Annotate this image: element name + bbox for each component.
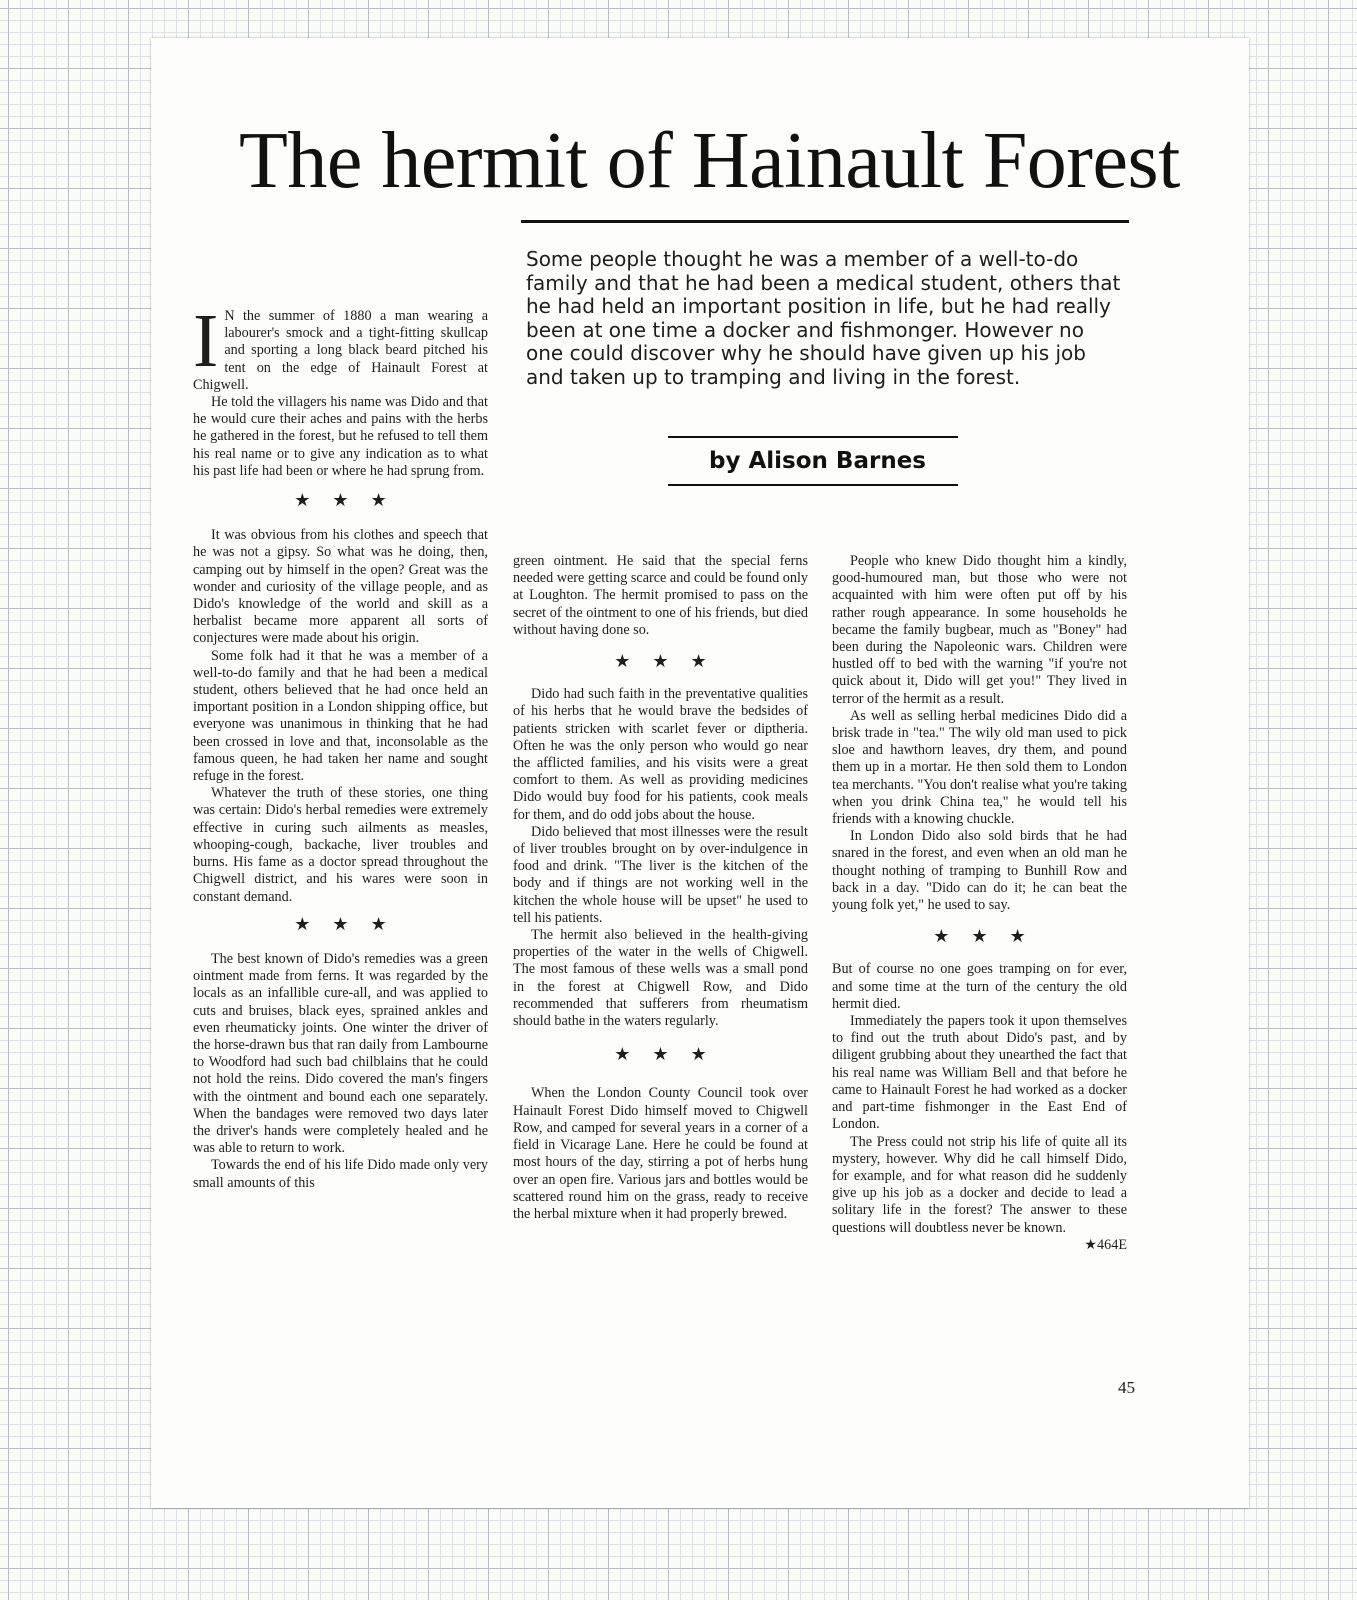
column-2 — [513, 553, 808, 1223]
paragraph: The Press could not strip his life of quite all its mystery, however. Why did he call himself Dido, for example, and for what reason did he suddenly give up his job as a docker and decide to lead a solitary life in the forest? The answer to these questions will doubtless never be known. — [832, 1133, 1127, 1236]
paragraph: When the London County Council took over Hainault Forest Dido himself moved to Chigwell Row, and camped for several years in a corner of a field in Vicarage Lane. Here he could be found at most hours of the day, stirring a pot of herbs hung over an open fire. Various jars and bottles would be scattered round him on the grass, ready to receive the herbal mixture when it had properly brewed. — [513, 1085, 808, 1222]
page-number: 45 — [1118, 1378, 1135, 1397]
intro-text: N the summer of 1880 a man wearing a labourer's smock and a tight-fitting skullcap and sporting a long black beard pitched his tent on the edge of Hainault Forest at Chigwell. — [193, 308, 488, 393]
column-3 — [832, 553, 1127, 1254]
paragraph: The best known of Dido's remedies was a green ointment made from ferns. It was regarded by the locals as an infallible cure-all, and was applied to cuts and bruises, black eyes, sprained ankles and even rheumaticky joints. One winter the driver of the horse-drawn bus that ran daily from Lambourne to Woodford had such bad chilblains that he could not hold the reins. Dido covered the man's fingers with the ointment and bound each one separately. When the bandages were removed two days later the driver's hands were completely healed and he was able to return to work. — [193, 950, 488, 1157]
section-break-stars: ★★★ — [294, 913, 409, 935]
section-break-stars: ★★★ — [614, 651, 729, 673]
paragraph: But of course no one goes tramping on for ever, and some time at the turn of the century the old hermit died. — [832, 961, 1127, 1012]
paragraph: People who knew Dido thought him a kindly, good-humoured man, but those who were not acquainted with him were often put off by his rather rough appearance. In some households he became the family bugbear, much as "Boney" had been during the Napoleonic wars. Children were hustled off to bed with the warning "if you're not quick about it, Dido will get you!" They lived in terror of the hermit as a result. — [832, 553, 1127, 707]
paragraph: Dido had such faith in the preventative qualities of his herbs that he would brave the bedsides of patients stricken with scarlet fever or diptheria. Often he was the only person who would go near the afflicted families, and his visits were a great comfort to them. As well as providing medicines Dido would buy food for his patients, cook meals for them, and do odd jobs about the house. — [513, 686, 808, 823]
paragraph: The hermit also believed in the health-giving properties of the water in the wells of Chigwell. The most famous of these wells was a small pond in the forest at Chigwell Row, and Dido recommended that sufferers from rheumatism should bathe in the waters regularly. — [513, 927, 808, 1030]
byline-rule-top — [668, 436, 958, 438]
drop-cap: I — [193, 299, 219, 383]
paragraph: It was obvious from his clothes and speech that he was not a gipsy. So what was he doing, then, camping out by himself in the open? Great was the wonder and curiosity of the village people, and as Dido's knowledge of the world and skill as a herbalist became more apparent all sorts of conjectures were made about his origin. — [193, 527, 488, 647]
paragraph: Dido believed that most illnesses were the result of liver troubles brought on by over-indulgence in food and drink. "The liver is the kitchen of the body and if things are not working well in the kitchen the whole house will be upset" he used to tell his patients. — [513, 823, 808, 926]
article-page — [151, 38, 1249, 1508]
article-title: The hermit of Hainault Forest — [239, 117, 1180, 205]
title-rule — [521, 220, 1129, 223]
paragraph: Immediately the papers took it upon themselves to find out the truth about Dido's past, and by diligent grubbing about they unearthed the fact that his real name was William Bell and that before he came to Hainault Forest he had worked as a docker and part-time fishmonger in the East End of London. — [832, 1013, 1127, 1133]
paragraph: As well as selling herbal medicines Dido did a brisk trade in "tea." The wily old man used to pick sloe and hawthorn leaves, dry them, and pound them up in a mortar. He then sold them to London tea merchants. "You don't realise what you're taking when you drink China tea," he would tell his friends with a knowing chuckle. — [832, 707, 1127, 828]
article-byline: by Alison Barnes — [709, 448, 926, 474]
article-standfirst: Some people thought he was a member of a well-to-do family and that he had been a medical student, others that he had held an important position in life, but he had really been at one time a docker and fishmonger. However no one could discover why he should have given up his job and taken up to tramping and living in the forest. — [526, 247, 1121, 389]
paragraph: In London Dido also sold birds that he had snared in the forest, and even when an old man he thought nothing of tramping to Bunhill Row and back in a day. "Dido can do it; he can beat the young folk yet," he used to say. — [832, 828, 1127, 914]
section-break-stars: ★★★ — [294, 490, 409, 512]
paragraph: green ointment. He said that the special ferns needed were getting scarce and could be found only at Loughton. The hermit promised to pass on the secret of the ointment to one of his friends, but died without having done so. — [513, 553, 808, 638]
byline-rule-bottom — [668, 484, 958, 486]
column-1 — [193, 299, 488, 1192]
paragraph: Some folk had it that he was a member of a well-to-do family and that he had been a medical student, others believed that he had once held an important position in a London shipping office, but everyone was unanimous in thinking that he had been crossed in love and that, inconsolable as the famous queen, he had taken her name and sought refuge in the forest. — [193, 647, 488, 785]
intro-paragraph — [193, 299, 488, 394]
paragraph: Whatever the truth of these stories, one thing was certain: Dido's herbal remedies were extremely effective in curing such ailments as measles, whooping-cough, backache, liver troubles and burns. His fame as a doctor spread throughout the Chigwell district, and his wares were soon in constant demand. — [193, 785, 488, 905]
paragraph: He told the villagers his name was Dido and that he would cure their aches and pains with the herbs he gathered in the forest, but he refused to tell them his real name or to give any indication as to what his past life had been or where he had sprung from. — [193, 394, 488, 479]
paragraph: Towards the end of his life Dido made only very small amounts of this — [193, 1157, 488, 1191]
article-reference-code: ★464E — [1084, 1236, 1127, 1253]
section-break-stars: ★★★ — [933, 926, 1048, 948]
section-break-stars: ★★★ — [614, 1044, 729, 1066]
